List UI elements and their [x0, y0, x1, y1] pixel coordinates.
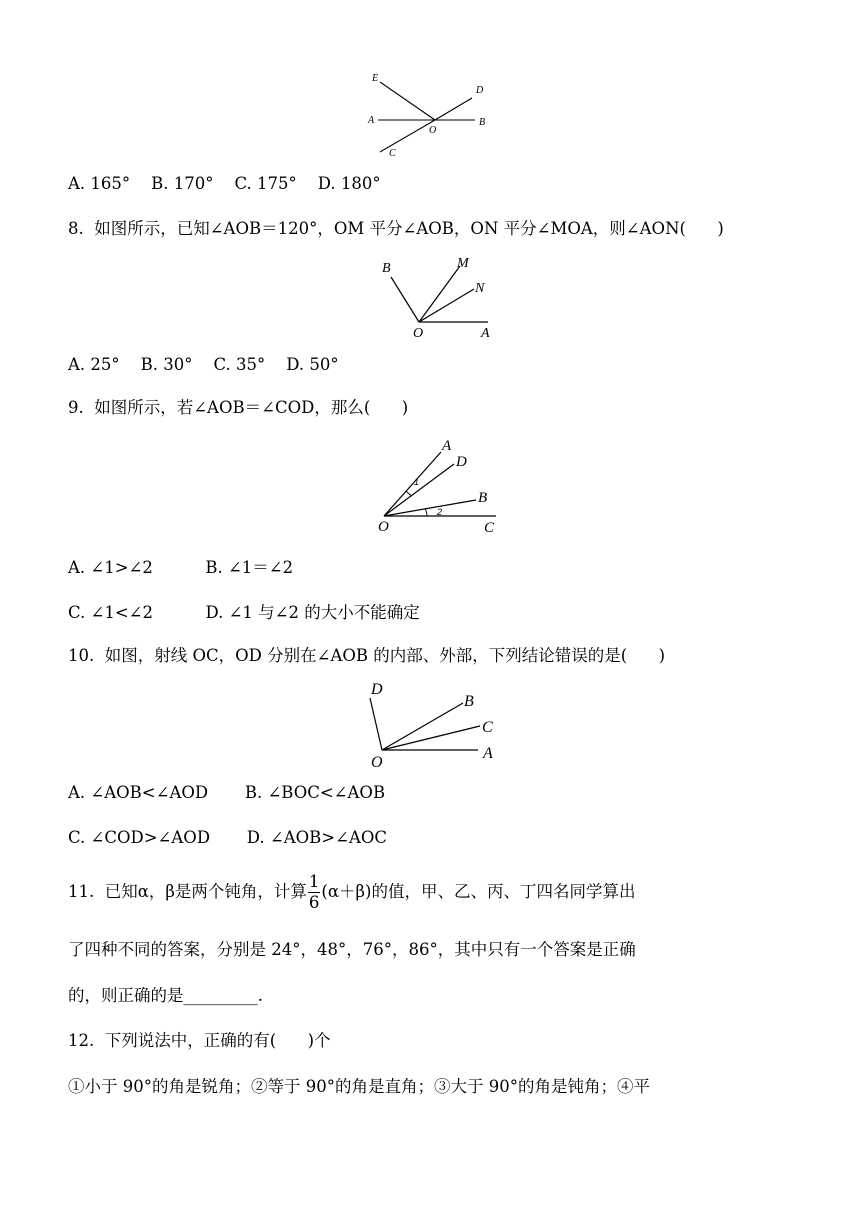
- label-O: O: [371, 754, 383, 770]
- figure-q10: [364, 676, 500, 770]
- figure-q7: [360, 70, 500, 162]
- fraction-numerator: 1: [308, 872, 320, 891]
- label-A: A: [483, 745, 493, 762]
- label-O: O: [429, 125, 437, 136]
- label-O: O: [378, 519, 389, 535]
- fraction-denominator: 6: [308, 893, 320, 912]
- q12-line2: ①小于 90°的角是锐角；②等于 90°的角是直角；③大于 90°的角是钝角；④平: [68, 1077, 650, 1096]
- label-D: D: [371, 681, 383, 698]
- label-D: D: [476, 85, 484, 96]
- q11-stem-pre: 11. 已知α，β是两个钝角，计算: [68, 882, 307, 901]
- label-M: M: [457, 256, 469, 271]
- q11-stem-post: (α＋β)的值，甲、乙、丙、丁四名同学算出: [321, 882, 636, 901]
- label-A: A: [368, 115, 375, 126]
- label-D: D: [456, 454, 467, 470]
- label-B: B: [382, 261, 391, 276]
- label-C: C: [484, 520, 495, 536]
- q10-stem: 10. 如图，射线 OC，OD 分别在∠AOB 的内部、外部，下列结论错误的是( ): [68, 646, 666, 665]
- angle-2-label: 2: [437, 507, 443, 517]
- label-C: C: [389, 148, 396, 159]
- label-N: N: [475, 281, 485, 296]
- q11-line2: 了四种不同的答案，分别是 24°，48°，76°，86°，其中只有一个答案是正确: [68, 940, 636, 959]
- label-A: A: [481, 326, 490, 341]
- q9-options-row2: C. ∠1<∠2 D. ∠1 与∠2 的大小不能确定: [68, 603, 420, 622]
- q9-options-row1: A. ∠1>∠2 B. ∠1＝∠2: [68, 558, 294, 577]
- label-A: A: [442, 438, 452, 454]
- q7-options: A. 165° B. 170° C. 175° D. 180°: [68, 174, 381, 193]
- label-B: B: [479, 117, 486, 128]
- label-O: O: [413, 326, 424, 341]
- label-B: B: [464, 693, 474, 710]
- angle-1-label: 1: [414, 477, 420, 487]
- q11-line3: 的，则正确的是_________.: [68, 986, 263, 1005]
- q12-stem: 12. 下列说法中，正确的有( )个: [68, 1031, 331, 1050]
- label-B: B: [478, 490, 488, 506]
- label-C: C: [482, 719, 493, 736]
- q8-stem: 8. 如图所示，已知∠AOB＝120°，OM 平分∠AOB，ON 平分∠MOA，则∠AON( ): [68, 219, 724, 238]
- q8-options: A. 25° B. 30° C. 35° D. 50°: [68, 355, 339, 374]
- label-E: E: [372, 73, 379, 84]
- figure-q8: [374, 252, 500, 342]
- q11-stem: [68, 870, 635, 914]
- q9-stem: 9. 如图所示，若∠AOB＝∠COD，那么( ): [68, 398, 409, 417]
- figure-q9: [372, 436, 502, 536]
- q10-options-row2: C. ∠COD>∠AOD D. ∠AOB>∠AOC: [68, 828, 388, 847]
- fraction-one-sixth: [308, 872, 321, 913]
- q10-options-row1: A. ∠AOB<∠AOD B. ∠BOC<∠AOB: [68, 783, 386, 802]
